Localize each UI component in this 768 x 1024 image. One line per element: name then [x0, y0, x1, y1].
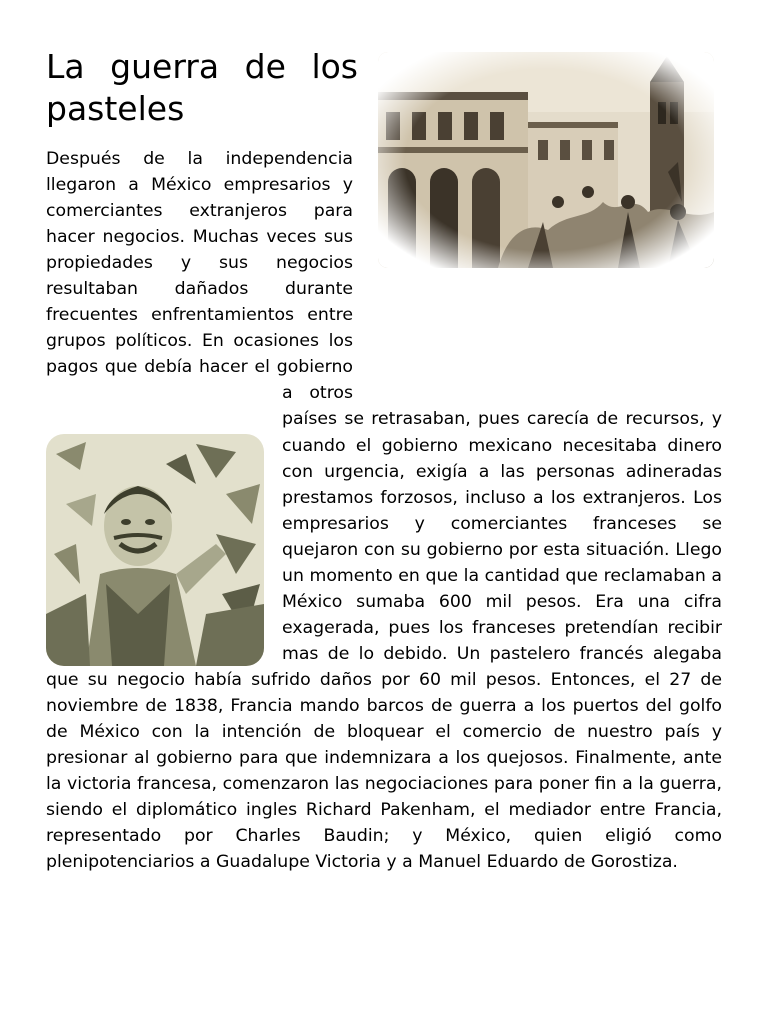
float-spacer-gap [353, 146, 354, 406]
page-title: La guerra de los pasteles [46, 47, 358, 128]
float-spacer-left [46, 406, 276, 664]
body-paragraph [46, 146, 722, 875]
float-spacer-top [364, 146, 722, 294]
body-text: Después de la independencia llegaron a México empresarios y comerciantes extranjeros para hacer negocios. Muchas veces sus propiedades y sus negocios resultaban dañados durante frecuentes enfrentamientos entre grupos políticos. En ocasiones los pagos que debía hacer el gobierno a otros países se retrasaban, pues carecía de recursos, y cuando el gobierno mexicano necesitaba dinero con urgencia, exigía a las personas adineradas prestamos forzosos, incluso a los extranjeros. Los empresarios y comerciantes franceses se quejaron con su gobierno por esta situación. Llego un momento en que la cantidad que reclamaban a México sumaba 600 mil pesos. Era una cifra exagerada, pues los franceses pretendían recibir mas de lo debido. Un pastelero francés alegaba que su negocio había sufrido daños por 60 mil pesos. Entonces, el 27 de noviembre de 1838, Francia mando barcos de guerra a los puertos del golfo de México con la intención de bloquear el comercio de nuestro país y presionar al gobierno para que indemnizara a los quejosos. Finalmente, ante la victoria francesa, comenzaron las negociaciones para poner fin a la guerra, siendo el diplomático ingles Richard Pakenham, el mediador entre Francia, representado por Charles Baudin; y México, quien eligió como plenipotenciarios a Guadalupe Victoria y a Manuel Eduardo de Gorostiza. [46, 149, 722, 873]
